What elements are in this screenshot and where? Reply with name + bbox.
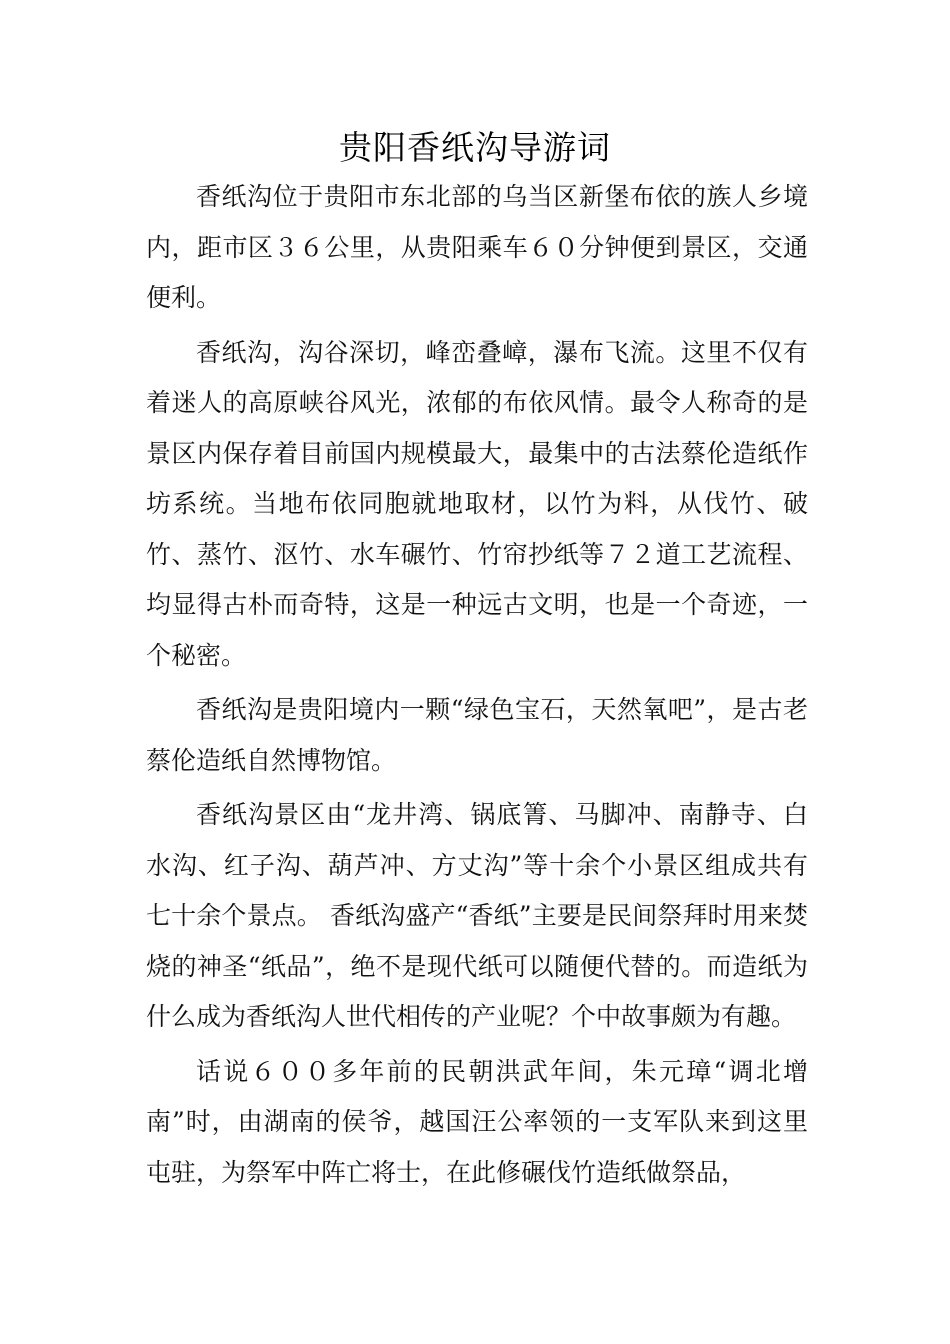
paragraph: 香纸沟，沟谷深切，峰峦叠嶂，瀑布飞流。这里不仅有着迷人的高原峡谷风光，浓郁的布依风情。最令人称奇的是景区内保存着目前国内规模最大，最集中的古法蔡伦造纸作坊系统。当地布依同胞就地取材，以竹为料，从伐竹、破竹、蒸竹、沤竹、水车碾竹、竹帘抄纸等７２道工艺流程、均显得古朴而奇特，这是一种远古文明，也是一个奇迹，一个秘密。 bbox=[146, 337, 808, 670]
paragraph: 话说６００多年前的民朝洪武年间，朱元璋“调北增南”时，由湖南的侯爷，越国汪公率领的一支军队来到这里屯驻，为祭军中阵亡将士，在此修碾伐竹造纸做祭品， bbox=[146, 1056, 808, 1187]
paragraph: 香纸沟位于贵阳市东北部的乌当区新堡布依的族人乡境内，距市区３６公里，从贵阳乘车６０分钟便到景区，交通便利。 bbox=[146, 182, 808, 312]
document-title: 贵阳香纸沟导游词 bbox=[339, 128, 611, 167]
document-body bbox=[146, 172, 808, 1202]
paragraph: 香纸沟是贵阳境内一颗“绿色宝石，天然氧吧”，是古老蔡伦造纸自然博物馆。 bbox=[146, 695, 808, 775]
paragraph: 香纸沟景区由“龙井湾、锅底箐、马脚冲、南静寺、白水沟、红子沟、葫芦冲、方丈沟”等十余个小景区组成共有七十余个景点。 香纸沟盛产“香纸”主要是民间祭拜时用来焚烧的神圣“纸品”，绝不是现代纸可以随便代替的。而造纸为什么成为香纸沟人世代相传的产业呢？个中故事颇为有趣。 bbox=[146, 800, 808, 1031]
